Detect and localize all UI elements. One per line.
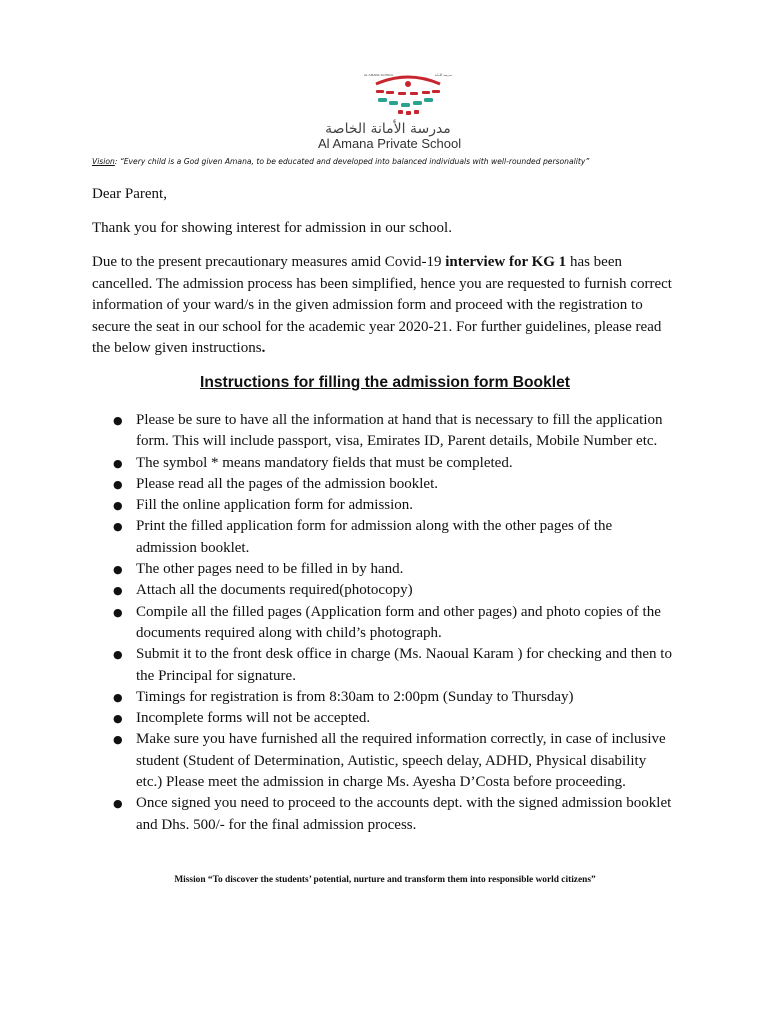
instruction-text (136, 644, 770, 687)
bullet-dot-icon: ● (113, 477, 123, 491)
instructions-heading: Instructions for filling the admission form Booklet (200, 374, 570, 391)
instruction-item (0, 580, 770, 601)
bullet-dot-icon: ● (113, 797, 123, 811)
thanks-line: Thank you for showing interest for admission in our school. (92, 220, 452, 236)
intro-paragraph (92, 252, 692, 360)
instruction-line: and Dhs. 500/- for the final admission process. (136, 816, 417, 833)
instruction-line: Incomplete forms will not be accepted. (136, 710, 371, 727)
instruction-text (136, 474, 770, 495)
instruction-text (136, 516, 770, 559)
instruction-line: Once signed you need to proceed to the accounts dept. with the signed admission booklet (136, 795, 672, 812)
intro-line: cancelled. The admission process has been simplified, hence you are requested to furnish correct (92, 275, 672, 292)
instruction-text (136, 495, 770, 516)
mission-statement: Mission “To discover the students’ potential, nurture and transform them into responsible world citizens” (174, 875, 596, 885)
vision-statement (92, 157, 692, 166)
instruction-text (136, 729, 770, 793)
instruction-line: Attach all the documents required(photocopy) (136, 582, 413, 599)
bullet-dot-icon: ● (113, 499, 123, 513)
instruction-line: the Principal for signature. (136, 667, 296, 684)
instruction-line: Make sure you have furnished all the required information correctly, in case of inclusive (136, 731, 666, 748)
instruction-line: Fill the online application form for admission. (136, 497, 414, 514)
bullet-dot-icon: ● (113, 690, 123, 704)
instruction-line: Please read all the pages of the admission booklet. (136, 475, 438, 492)
intro-text: Due to the present precautionary measures amid Covid-19 (92, 254, 446, 270)
school-logo (318, 70, 462, 154)
instruction-item (0, 687, 770, 708)
bullet-dot-icon: ● (113, 520, 123, 534)
school-emblem-icon (358, 70, 458, 120)
intro-line: information of your ward/s in the given admission form and proceed with the registration to (92, 297, 643, 314)
instructions-list (0, 410, 770, 836)
instruction-text (136, 580, 770, 601)
intro-line: secure the seat in our school for the academic year 2020-21. For further guidelines, please read (92, 318, 662, 335)
vision-text: : “Every child is a God given Amana, to be educated and developed into balanced individuals with well-rounded personality” (114, 157, 590, 166)
intro-bold-text: . (261, 340, 266, 357)
vision-label: Vision (92, 157, 115, 166)
bullet-dot-icon: ● (113, 414, 123, 427)
instruction-text (136, 410, 770, 453)
bullet-dot-icon: ● (113, 712, 123, 726)
intro-text: the below given instructions (92, 340, 262, 357)
intro-bold-text: interview for KG 1 (445, 254, 567, 270)
logo-small-right-text: مدرسة الأمانة (434, 73, 452, 77)
instruction-item (0, 410, 770, 453)
instruction-text (136, 793, 770, 836)
instruction-item (0, 729, 770, 793)
bullet-dot-icon: ● (113, 648, 123, 662)
intro-line (92, 252, 692, 274)
instruction-item (0, 559, 770, 580)
instruction-line: etc.) Please meet the admission in charge Ms. Ayesha D’Costa before proceeding. (136, 774, 626, 791)
instruction-item (0, 516, 770, 559)
intro-text: has been (566, 254, 622, 270)
greeting: Dear Parent, (92, 186, 167, 202)
instruction-item (0, 495, 770, 516)
instruction-text (136, 687, 770, 708)
instruction-line: The other pages need to be filled in by hand. (136, 561, 404, 578)
instruction-line: documents required along with child’s photograph. (136, 624, 442, 641)
instruction-item (0, 602, 770, 645)
logo-small-left-text: AL AMANA SCHOOL (364, 73, 394, 77)
bullet-dot-icon: ● (113, 605, 123, 619)
instruction-text (136, 602, 770, 645)
instruction-text (136, 559, 770, 580)
instruction-item (0, 793, 770, 836)
instruction-item (0, 644, 770, 687)
instruction-item (0, 474, 770, 495)
instruction-line: Please be sure to have all the information at hand that is necessary to fill the application (136, 412, 663, 428)
logo-english-name: Al Amana Private School (318, 136, 462, 151)
instruction-item (0, 453, 770, 474)
instruction-line: Submit it to the front desk office in charge (Ms. Naoual Karam ) for checking and then to (136, 646, 672, 663)
instruction-line: The symbol * means mandatory fields that must be completed. (136, 454, 513, 471)
bullet-dot-icon: ● (113, 456, 123, 470)
instruction-line: form. This will include passport, visa, Emirates ID, Parent details, Mobile Number etc. (136, 433, 658, 450)
bullet-dot-icon: ● (113, 584, 123, 598)
bullet-dot-icon: ● (113, 563, 123, 577)
instruction-line: Print the filled application form for admission along with the other pages of the (136, 518, 613, 535)
instruction-text (136, 708, 770, 729)
logo-arabic-name: مدرسة الأمانة الخاصة (325, 121, 451, 137)
intro-line (92, 338, 692, 360)
instruction-line: Timings for registration is from 8:30am to 2:00pm (Sunday to Thursday) (136, 688, 574, 705)
instruction-item (0, 708, 770, 729)
instruction-line: student (Student of Determination, Autistic, speech delay, ADHD, Physical disability (136, 752, 647, 769)
instruction-text (136, 453, 770, 474)
bullet-dot-icon: ● (113, 733, 123, 747)
instruction-line: admission booklet. (136, 539, 250, 556)
instruction-line: Compile all the filled pages (Application form and other pages) and photo copies of the (136, 603, 661, 620)
